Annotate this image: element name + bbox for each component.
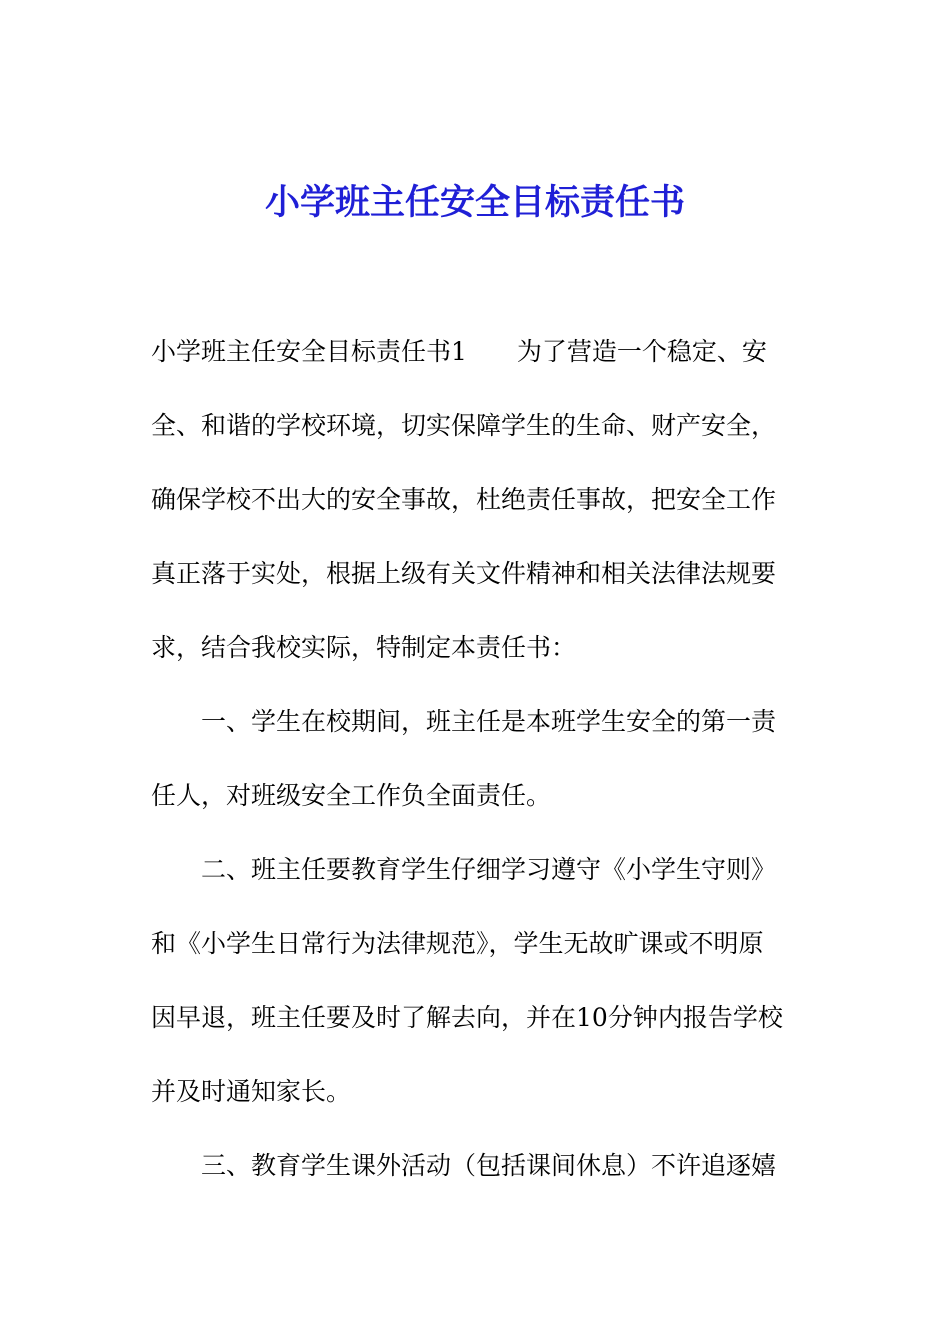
text-line: 真正落于实处，根据上级有关文件精神和相关法律法规要	[151, 559, 777, 588]
paragraph-intro	[151, 322, 811, 692]
paragraph-item-2	[151, 840, 811, 1136]
text-line: 确保学校不出大的安全事故，杜绝责任事故，把安全工作	[151, 485, 777, 514]
text-line: 因早退，班主任要及时了解去向，并在10分钟内报告学校	[151, 1003, 783, 1032]
text-line	[151, 322, 811, 396]
text-line: 任人，对班级安全工作负全面责任。	[151, 781, 552, 810]
text-line: 二、班主任要教育学生仔细学习遵守《小学生守则》	[201, 855, 777, 884]
text-line: 求，结合我校实际，特制定本责任书：	[151, 633, 577, 662]
text-line: 和《小学生日常行为法律规范》，学生无故旷课或不明原	[151, 929, 764, 958]
paragraph-item-3	[151, 1136, 811, 1210]
text-line: 三、教育学生课外活动（包括课间休息）不许追逐嬉	[201, 1151, 777, 1180]
paragraph-item-1	[151, 692, 811, 840]
document-body	[151, 322, 811, 1210]
text-line: 并及时通知家长。	[151, 1077, 352, 1106]
document-title: 小学班主任安全目标责任书	[264, 183, 685, 223]
section-heading: 小学班主任安全目标责任书1	[151, 337, 467, 366]
text-line: 一、学生在校期间，班主任是本班学生安全的第一责	[201, 707, 777, 736]
text-line: 全、和谐的学校环境，切实保障学生的生命、财产安全，	[151, 411, 777, 440]
text-run: 为了营造一个稳定、安	[516, 337, 767, 366]
